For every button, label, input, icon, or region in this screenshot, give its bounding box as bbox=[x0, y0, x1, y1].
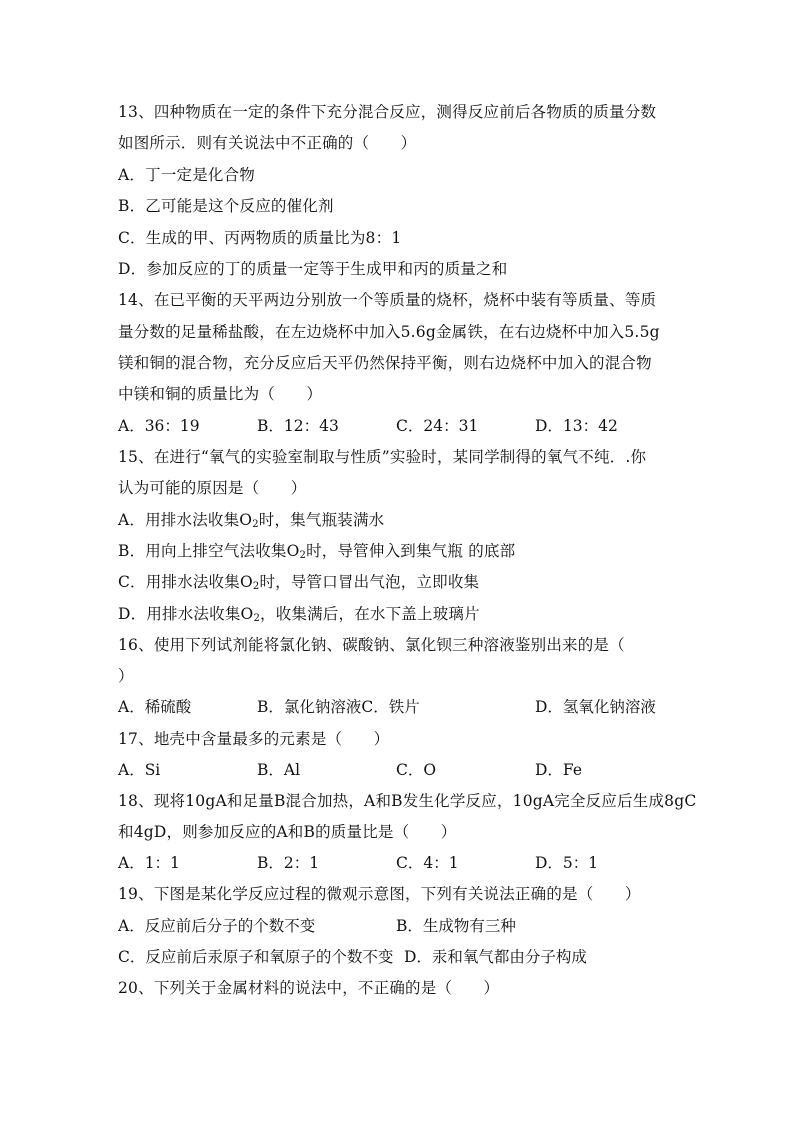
q19-option-b: B．生成物有三种 bbox=[396, 917, 516, 935]
q19-option-d: D．汞和氧气都由分子构成 bbox=[404, 948, 587, 966]
q18-option-b: B．2：1 bbox=[257, 854, 320, 872]
q17-options-row bbox=[118, 760, 678, 780]
q18-option-c: C．4：1 bbox=[396, 854, 459, 872]
q15-option-c-post: 时，导管口冒出气泡，立即收集 bbox=[259, 573, 480, 591]
q15-option-a-post: 时，集气瓶装满水 bbox=[258, 511, 385, 529]
q17-option-c: C．O bbox=[396, 761, 437, 779]
q15-option-d bbox=[118, 604, 678, 624]
q13-option-a: A．丁一定是化合物 bbox=[118, 166, 255, 184]
q15-option-d-pre: D．用排水法收集O bbox=[118, 605, 254, 623]
q14-option-a: A．36：19 bbox=[118, 417, 200, 435]
q15-option-a-pre: A．用排水法收集O bbox=[118, 511, 253, 529]
q17-option-a: A．Si bbox=[118, 761, 161, 779]
q13-option-c: C．生成的甲、丙两物质的质量比为8：1 bbox=[118, 229, 402, 247]
q16-stem-line2: ） bbox=[118, 667, 134, 685]
q16-option-bc: B．氯化钠溶液C．铁片 bbox=[257, 698, 420, 716]
q18-options-row bbox=[118, 853, 678, 873]
q16-options-row bbox=[118, 697, 678, 717]
q20-stem-line1: 20、下列关于金属材料的说法中，不正确的是（ ） bbox=[118, 979, 500, 997]
q17-option-b: B．Al bbox=[257, 761, 301, 779]
q19-option-a: A．反应前后分子的个数不变 bbox=[118, 917, 316, 935]
q14-stem-line2: 量分数的足量稀盐酸，在左边烧杯中加入5.6g金属铁，在右边烧杯中加入5.5g bbox=[118, 323, 660, 341]
q15-option-b-pre: B．用向上排空气法收集O bbox=[118, 542, 300, 560]
q14-stem-line1: 14、在已平衡的天平两边分别放一个等质量的烧杯，烧杯中装有等质量、等质 bbox=[118, 291, 657, 309]
q15-option-b-subscript: 2 bbox=[299, 550, 307, 561]
q19-options-row1 bbox=[118, 916, 678, 936]
q13-option-b: B．乙可能是这个反应的催化剂 bbox=[118, 197, 334, 215]
q17-stem-line1: 17、地壳中含量最多的元素是（ ） bbox=[118, 730, 390, 748]
q18-option-d: D．5：1 bbox=[535, 854, 599, 872]
q13-stem-line2: 如图所示．则有关说法中不正确的（ ） bbox=[118, 134, 417, 152]
q14-option-c: C．24：31 bbox=[396, 417, 479, 435]
q15-option-d-post: ，收集满后，在水下盖上玻璃片 bbox=[260, 605, 480, 623]
q15-option-b-post: 时，导管伸入到集气瓶 的底部 bbox=[306, 542, 516, 560]
q13-option-d: D．参加反应的丁的质量一定等于生成甲和丙的质量之和 bbox=[118, 260, 508, 278]
q16-stem-line1: 16、使用下列试剂能将氯化钠、碳酸钠、氯化钡三种溶液鉴别出来的是（ bbox=[118, 636, 625, 654]
q19-stem-line1: 19、下图是某化学反应过程的微观示意图，下列有关说法正确的是（ ） bbox=[118, 885, 641, 903]
q16-option-d: D．氢氧化钠溶液 bbox=[535, 698, 656, 716]
q18-option-a: A．1：1 bbox=[118, 854, 180, 872]
q13-stem-line1: 13、四种物质在一定的条件下充分混合反应，测得反应前后各物质的质量分数 bbox=[118, 103, 657, 121]
q15-option-b bbox=[118, 541, 678, 561]
q19-options-row2 bbox=[118, 947, 678, 967]
q14-option-d: D．13：42 bbox=[535, 417, 618, 435]
q15-stem-line1: 15、在进行“氧气的实验室制取与性质”实验时，某同学制得的氧气不纯．.你 bbox=[118, 448, 647, 466]
q14-stem-line3: 镁和铜的混合物，充分反应后天平仍然保持平衡，则右边烧杯中加入的混合物 bbox=[118, 354, 652, 372]
q15-option-c-subscript: 2 bbox=[252, 581, 260, 592]
q15-stem-line2: 认为可能的原因是（ ） bbox=[118, 479, 307, 497]
q18-stem-line1: 18、现将10gA和足量B混合加热，A和B发生化学反应，10gA完全反应后生成8gC bbox=[118, 792, 697, 810]
q19-option-c: C．反应前后汞原子和氧原子的个数不变 bbox=[118, 948, 394, 966]
q15-option-d-subscript: 2 bbox=[253, 613, 260, 624]
q17-option-d: D．Fe bbox=[535, 761, 583, 779]
q15-option-c bbox=[118, 572, 678, 592]
q16-option-a: A．稀硫酸 bbox=[118, 698, 192, 716]
q18-stem-line2: 和4gD，则参加反应的A和B的质量比是（ ） bbox=[118, 823, 457, 841]
q15-option-a bbox=[118, 510, 678, 530]
q15-option-c-pre: C．用排水法收集O bbox=[118, 573, 253, 591]
q14-option-b: B．12：43 bbox=[257, 417, 339, 435]
q14-options-row bbox=[118, 416, 678, 436]
q14-stem-line4: 中镁和铜的质量比为（ ） bbox=[118, 385, 323, 403]
q15-option-a-subscript: 2 bbox=[252, 519, 259, 530]
